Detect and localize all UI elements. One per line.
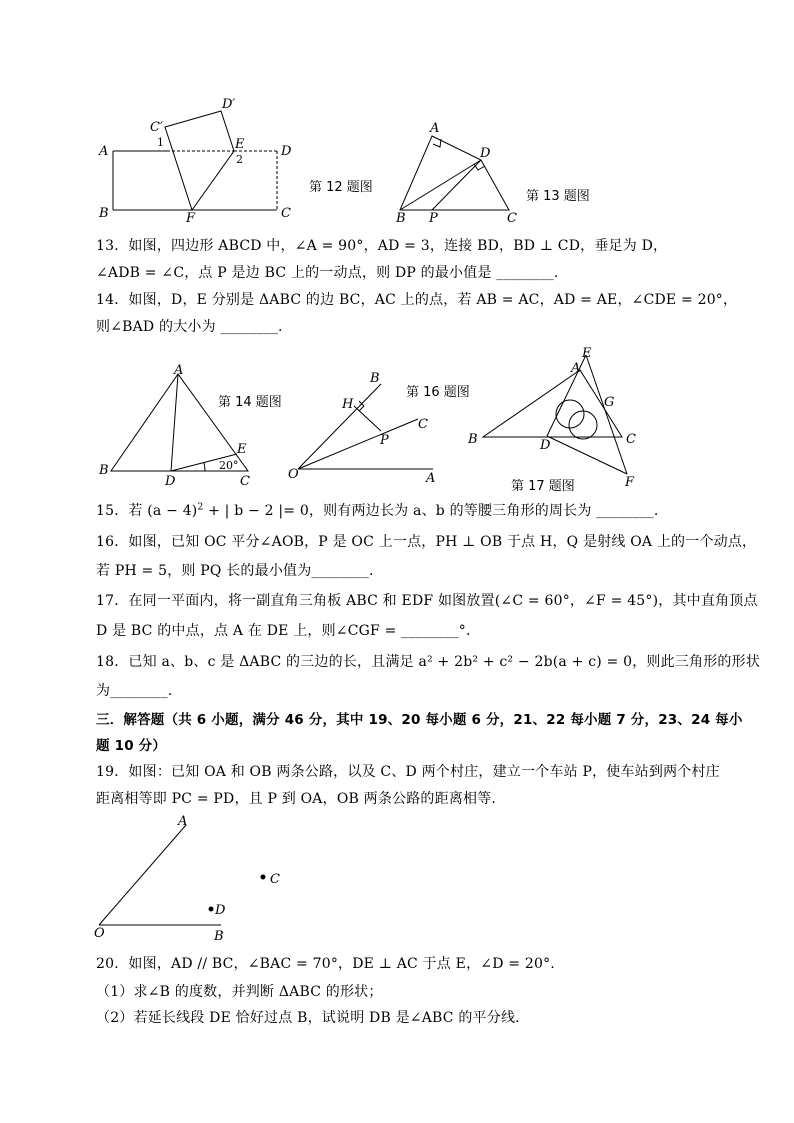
q15-exponent: 2 [197, 502, 204, 513]
fig16-label-p: P [380, 433, 389, 448]
fig12-label-a: A [99, 144, 109, 159]
q14-line-2: 则∠BAD 的大小为 ________. [96, 319, 283, 335]
figure-19 [90, 810, 290, 945]
fig17-label-d: D [540, 438, 551, 453]
fig12-label-d-prime: D′ [222, 97, 236, 112]
q19-line-1: 19．如图：已知 OA 和 OB 两条公路，以及 C、D 两个村庄，建立一个车站 P，使车站到两个村庄 [96, 764, 720, 780]
fig12-label-c: C [281, 206, 291, 221]
fig14-label-c: C [240, 474, 250, 488]
fig17-caption: 第 17 题图 [511, 479, 575, 494]
fig19-label-c: C [270, 872, 280, 887]
q14-line-1: 14．如图，D，E 分别是 ΔABC 的边 BC，AC 上的点，若 AB = AC，AD = AE，∠CDE = 20°， [96, 292, 738, 308]
fig16-label-h: H [342, 397, 354, 412]
q17-line-2: D 是 BC 的中点，点 A 在 DE 上，则∠CGF = ________°. [96, 623, 471, 639]
q16-line-1: 16．如图，已知 OC 平分∠AOB，P 是 OC 上一点，PH ⊥ OB 于点 H，Q 是射线 OA 上的一个动点， [96, 534, 757, 550]
q15-prefix: 15．若 (a − 4) [96, 503, 198, 519]
village-d-point [209, 907, 214, 912]
fig12-label-f: F [186, 211, 196, 225]
fig16-label-o: O [288, 467, 299, 482]
fig14-label-d: D [165, 474, 176, 488]
fig12-label-e: E [235, 137, 245, 152]
figure-12 [95, 95, 310, 225]
q15-suffix: + | b − 2 |= 0，则有两边长为 a、b 的等腰三角形的周长为 ________. [203, 503, 659, 519]
fig13-label-a: A [430, 121, 440, 136]
fig14-caption: 第 14 题图 [218, 395, 282, 410]
q18-line-1: 18．已知 a、b、c 是 ΔABC 的三边的长，且满足 a² + 2b² + c² − 2b(a + c) = 0，则此三角形的形状 [96, 654, 761, 670]
fig19-label-b: B [214, 929, 224, 944]
fig12-label-2: 2 [236, 153, 243, 166]
fig17-label-c: C [626, 432, 636, 447]
fig17-label-f: F [625, 475, 635, 490]
fig16-label-a: A [426, 471, 436, 485]
fig17-label-a: A [571, 361, 581, 376]
fig13-caption: 第 13 题图 [526, 189, 590, 204]
fig13-label-b: B [396, 211, 406, 226]
q13-line-1: 13．如图，四边形 ABCD 中，∠A = 90°，AD = 3，连接 BD，BD ⊥ CD，垂足为 D， [96, 238, 668, 254]
fig16-label-b: B [370, 371, 380, 386]
fig14-label-a: A [174, 363, 184, 378]
figure-13 [390, 118, 520, 228]
fig12-label-1: 1 [157, 136, 164, 149]
fig17-label-e: E [582, 346, 592, 361]
q17-line-1: 17．在同一平面内，将一副直角三角板 ABC 和 EDF 如图放置(∠C = 60°，∠F = 45°)，其中直角顶点 [96, 593, 758, 609]
fig13-label-c: C [507, 211, 517, 226]
q20-part-2: （2）若延长线段 DE 恰好过点 B，试说明 DB 是∠ABC 的平分线. [96, 1010, 520, 1026]
fig12-label-d: D [281, 144, 292, 159]
fig16-label-c: C [418, 417, 428, 432]
fig12-label-b: B [99, 206, 109, 221]
fig14-label-angle: 20° [219, 459, 239, 472]
fig14-label-e: E [237, 442, 247, 457]
fig16-caption: 第 16 题图 [406, 385, 470, 400]
q13-line-2: ∠ADB = ∠C，点 P 是边 BC 上的一动点，则 DP 的最小值是 ________. [96, 265, 559, 281]
figure-14 [95, 358, 255, 488]
village-c-point [261, 875, 266, 880]
q16-line-2: 若 PH = 5，则 PQ 长的最小值为________. [96, 563, 374, 579]
figure-17 [463, 340, 643, 490]
section3-heading-line-1: 三．解答题（共 6 小题，满分 46 分，其中 19、20 每小题 6 分，21、22 每小题 7 分，23、24 每小 [96, 712, 743, 728]
q20-line-1: 20．如图，AD // BC，∠BAC = 70°，DE ⊥ AC 于点 E，∠D = 20°. [96, 956, 555, 972]
fig19-label-a: A [178, 814, 188, 829]
fig13-label-d: D [480, 146, 491, 161]
fig14-label-b: B [99, 463, 109, 478]
q15-line [96, 500, 658, 520]
fig13-label-p: P [429, 211, 438, 226]
fig19-label-d: D [215, 903, 226, 918]
fig17-label-b: B [468, 432, 478, 447]
q18-line-2: 为________. [96, 683, 173, 699]
fig12-caption: 第 12 题图 [309, 180, 373, 195]
q20-part-1: （1）求∠B 的度数，并判断 ΔABC 的形状； [96, 984, 383, 1000]
fig19-label-o: O [94, 926, 105, 941]
q19-line-2: 距离相等即 PC = PD，且 P 到 OA，OB 两条公路的距离相等. [96, 791, 497, 807]
section3-heading-line-2: 题 10 分） [96, 738, 167, 754]
fig17-label-g: G [604, 395, 615, 410]
fig12-label-c-prime: C′ [150, 120, 163, 135]
